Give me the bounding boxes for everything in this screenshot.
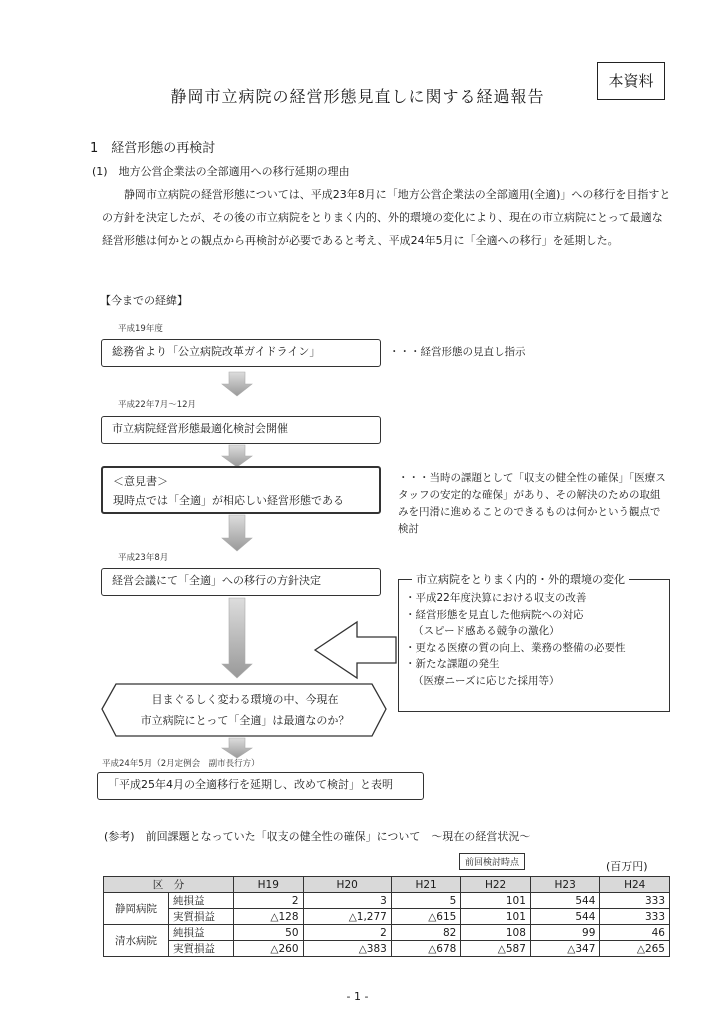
step5-box: 「平成25年4月の全適移行を延期し、改めて検討」と表明 <box>97 772 424 800</box>
table-note: 前回検討時点 <box>459 853 525 870</box>
question-line-2: 市立病院にとって「全適」は最適なのか？ <box>140 714 350 727</box>
table-header-cell: H20 <box>303 877 391 893</box>
body-paragraph: 静岡市立病院の経営形態については、平成23年8月に「地方公営企業法の全部適用(全適)」への移行を目指すとの方針を決定したが、その後の市立病院をとりまく内的、外的環境の変化により、現在の市立病院にとって最適な経営形態は何かとの観点から再検討が必要であると考え、平成24年5月に「全適への移行」を延期した。 <box>102 188 671 247</box>
value-cell: 333 <box>600 893 670 909</box>
step1-date: 平成19年度 <box>118 324 163 334</box>
step1-box: 総務省より「公立病院改革ガイドライン」 <box>101 339 381 367</box>
table-header-row <box>104 877 670 893</box>
down-arrow-2 <box>222 445 252 467</box>
hospital-cell: 静岡病院 <box>104 893 169 925</box>
value-cell: △265 <box>600 941 670 957</box>
step2-box: 市立病院経営形態最適化検討会開催 <box>101 416 381 444</box>
hospital-cell: 清水病院 <box>104 925 169 957</box>
environment-item: ・新たな課題の発生 <box>405 658 500 670</box>
value-cell: 2 <box>303 925 391 941</box>
table-row <box>104 909 670 925</box>
environment-item: （医療ニーズに応じた採用等） <box>413 674 560 687</box>
value-cell: 3 <box>303 893 391 909</box>
history-heading: 【今までの経緯】 <box>100 294 188 307</box>
value-cell: △1,277 <box>303 909 391 925</box>
value-cell: 82 <box>391 925 461 941</box>
value-cell: 46 <box>600 925 670 941</box>
down-arrow-4 <box>222 598 252 678</box>
reference-title: (参考) 前回課題となっていた「収支の健全性の確保」について ～現在の経営状況～ <box>104 830 531 843</box>
table-row <box>104 925 670 941</box>
value-cell: 333 <box>600 909 670 925</box>
value-cell: △678 <box>391 941 461 957</box>
financial-table <box>103 876 670 957</box>
table-header-cell: H21 <box>391 877 461 893</box>
subsection-heading: (1) 地方公営企業法の全部適用への移行延期の理由 <box>92 165 350 178</box>
item-cell: 実質損益 <box>169 909 234 925</box>
unit-label: (百万円) <box>606 860 648 873</box>
value-cell: △615 <box>391 909 461 925</box>
value-cell: △347 <box>530 941 600 957</box>
step3-box-text: 現時点では「全適」が相応しい経営形態である <box>113 494 344 507</box>
value-cell: 544 <box>530 909 600 925</box>
environment-item: ・平成22年度決算における収支の改善 <box>405 592 587 604</box>
table-header-cell: H24 <box>600 877 670 893</box>
step5-date: 平成24年5月（2月定例会 副市長行方） <box>102 759 260 769</box>
down-arrow-3 <box>222 515 252 551</box>
environment-item: ・経営形態を見直した他病院への対応 <box>405 608 584 621</box>
value-cell: 101 <box>461 909 531 925</box>
question-line-1: 目まぐるしく変わる環境の中、今現在 <box>151 693 339 706</box>
table-row <box>104 941 670 957</box>
table-header-cell: H23 <box>530 877 600 893</box>
table-header-cell: H22 <box>461 877 531 893</box>
left-arrow <box>315 622 396 678</box>
step1-note: ・・・経営形態の見直し指示 <box>389 346 526 358</box>
value-cell: △128 <box>234 909 304 925</box>
item-cell: 実質損益 <box>169 941 234 957</box>
section-heading: 1 経営形態の再検討 <box>90 141 216 156</box>
value-cell: 5 <box>391 893 461 909</box>
value-cell: △260 <box>234 941 304 957</box>
down-arrow-1 <box>222 372 252 396</box>
table-header-cell: H19 <box>234 877 304 893</box>
question-text <box>120 689 370 731</box>
value-cell: 108 <box>461 925 531 941</box>
document-title: 静岡市立病院の経営形態見直しに関する経過報告 <box>170 87 545 106</box>
table-row <box>104 893 670 909</box>
value-cell: 544 <box>530 893 600 909</box>
step4-box: 経営会議にて「全適」への移行の方針決定 <box>101 568 381 596</box>
step3-box <box>101 466 381 514</box>
page-number: - 1 - <box>346 990 369 1003</box>
environment-title: 市立病院をとりまく内的・外的環境の変化 <box>412 571 629 587</box>
step3-note: ・・・当時の課題として「収支の健全性の確保」「医療スタッフの安定的な確保」があり、その解決のための取組みを円滑に進めることのできるものは何かという観点で検討 <box>398 472 666 535</box>
value-cell: 101 <box>461 893 531 909</box>
item-cell: 純損益 <box>169 925 234 941</box>
table-header-cell: 区 分 <box>104 877 234 893</box>
environment-item: ・更なる医療の質の向上、業務の整備の必要性 <box>405 641 626 654</box>
step3-box-title: ＜意見書＞ <box>113 475 168 488</box>
value-cell: 2 <box>234 893 304 909</box>
value-cell: 99 <box>530 925 600 941</box>
environment-item: （スピード感ある競争の激化） <box>413 625 560 637</box>
step2-date: 平成22年7月～12月 <box>118 400 197 410</box>
value-cell: 50 <box>234 925 304 941</box>
document-stamp: 本資料 <box>597 62 665 100</box>
value-cell: △587 <box>461 941 531 957</box>
item-cell: 純損益 <box>169 893 234 909</box>
value-cell: △383 <box>303 941 391 957</box>
environment-list <box>405 590 626 689</box>
down-arrow-5 <box>222 738 252 758</box>
step4-date: 平成23年8月 <box>118 553 169 563</box>
